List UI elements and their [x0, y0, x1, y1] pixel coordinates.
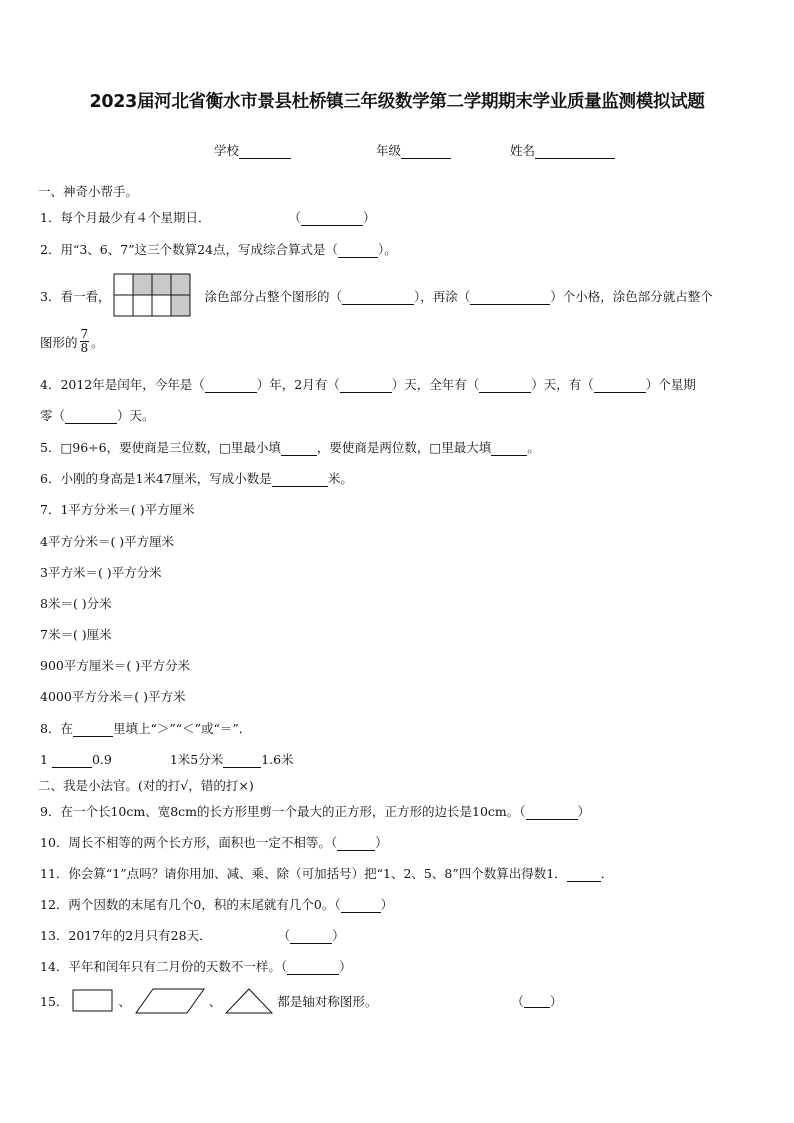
q15-separator-2: 、 [208, 994, 222, 1009]
q7-item-text: 8米＝( )分米 [40, 596, 112, 611]
question-7-item-1 [40, 500, 195, 518]
question-5 [40, 438, 540, 456]
q10-number: 10． [40, 835, 69, 850]
question-9 [40, 802, 590, 820]
q7-item-text: 4000平方分米＝( )平方米 [40, 689, 186, 704]
q4-f: 零（ [40, 408, 66, 423]
q1-paren-right: ） [362, 210, 376, 225]
q3-text-d: 图形的 [40, 334, 78, 350]
q11-answer-blank[interactable] [567, 869, 601, 882]
q4-e: ）个星期 [645, 377, 696, 392]
q8-number: 8． [40, 721, 61, 736]
q9-text: 在一个长10cm、宽8cm的长方形里剪一个最大的正方形，正方形的边长是10cm。（ [60, 804, 526, 819]
q3-lead: 看一看， [60, 289, 111, 304]
q3-fraction-numerator: 7 [80, 327, 89, 341]
q5-b: ，要使商是两位数，□里最大填 [316, 440, 492, 455]
question-6 [40, 469, 353, 487]
q7-number: 7． [40, 502, 61, 517]
q15-separator-1: 、 [118, 994, 131, 1009]
q13-answer-blank[interactable] [290, 931, 332, 944]
question-3-line2 [40, 328, 104, 355]
grid-cell-blank [133, 295, 152, 316]
q3-text-a: 涂色部分占整个图形的（ [204, 289, 342, 304]
page-title: 2023届河北省衡水市景县杜桥镇三年级数学第二学期期末学业质量监测模拟试题 [89, 92, 705, 112]
rectangle-shape-icon [72, 989, 114, 1013]
question-14 [40, 957, 352, 975]
q4-d: ）天，有（ [531, 377, 594, 392]
parallelogram-shape-icon [135, 988, 205, 1014]
q7-item-text: 4平方分米＝( )平方厘米 [40, 534, 175, 549]
q8-c1-left: 1 [40, 752, 48, 767]
q9-number: 9． [40, 804, 61, 819]
question-7-item-4 [40, 594, 112, 612]
q4-number: 4． [40, 377, 61, 392]
q13-number: 13． [40, 928, 69, 943]
q12-answer-blank[interactable] [341, 900, 381, 913]
question-8 [40, 719, 251, 737]
q4-blank-5[interactable] [65, 411, 117, 424]
q8-blank-sample [73, 724, 113, 737]
q5-number: 5． [40, 440, 61, 455]
q13-paren-left: （ [277, 928, 291, 943]
q2-answer-blank[interactable] [338, 245, 378, 258]
question-1 [40, 208, 376, 226]
q2-text-end: ）。 [378, 242, 397, 257]
name-field[interactable] [510, 141, 615, 159]
grid-cell-blank [114, 295, 133, 316]
q9-answer-blank[interactable] [526, 807, 578, 820]
q5-blank-2[interactable] [491, 443, 527, 456]
q1-text: 每个月最少有４个星期日． [60, 210, 211, 225]
q3-grid-figure [113, 273, 193, 317]
grade-field[interactable] [376, 141, 451, 159]
section-2-heading: 二、我是小法官。(对的打√，错的打×) [38, 778, 254, 793]
school-label: 学校 [214, 143, 240, 158]
q1-answer-blank[interactable] [301, 213, 363, 226]
question-7-item-5 [40, 625, 112, 643]
q4-a: 2012年是闰年，今年是（ [60, 377, 205, 392]
q4-blank-4[interactable] [594, 380, 646, 393]
q7-item-text: 900平方厘米＝( )平方分米 [40, 658, 191, 673]
question-4-line2 [40, 406, 155, 424]
q14-number: 14． [40, 959, 69, 974]
q14-end: ） [339, 959, 352, 974]
grid-cell-shaded [152, 274, 171, 295]
q3-text-b: ），再涂（ [413, 289, 471, 304]
section-1-heading: 一、神奇小帮手。 [38, 184, 139, 199]
q7-item-text: 3平方米＝( )平方分米 [40, 565, 162, 580]
q8-c2-right: 1.6米 [261, 752, 294, 767]
q7-item-text: 1平方分米＝( )平方厘米 [60, 502, 195, 517]
question-10 [40, 833, 388, 851]
q3-text-c: ）个小格，涂色部分就占整个 [550, 289, 713, 304]
q12-number: 12． [40, 897, 69, 912]
q13-text: 2017年的2月只有28天． [68, 928, 212, 943]
q15-text: 都是轴对称图形。 [277, 994, 378, 1009]
q5-c: 。 [527, 440, 540, 455]
grid-cell-shaded [133, 274, 152, 295]
q11-end: ． [600, 866, 614, 881]
q3-blank-1[interactable] [342, 292, 414, 305]
name-label: 姓名 [510, 143, 536, 158]
question-7-item-3 [40, 563, 162, 581]
q8-c2-left: 1米5分米 [169, 752, 224, 767]
q9-end: ） [577, 804, 591, 819]
q4-blank-2[interactable] [340, 380, 392, 393]
q4-b: ）年，2月有（ [256, 377, 340, 392]
q2-text: 用“3、6、7”这三个数算24点，写成综合算式是（ [60, 242, 338, 257]
q5-a: □96÷6，要使商是三位数，□里最小填 [60, 440, 281, 455]
q6-number: 6． [40, 471, 61, 486]
q4-g: ）天。 [117, 408, 155, 423]
question-8-compare [40, 750, 294, 768]
q4-c: ）天，全年有（ [391, 377, 480, 392]
question-13 [40, 926, 345, 944]
q15-paren-right: ） [549, 994, 563, 1009]
grade-blank[interactable] [401, 146, 451, 159]
q3-fraction-denominator: 8 [80, 341, 89, 355]
q8-c1-right: 0.9 [91, 752, 112, 767]
grade-label: 年级 [376, 143, 402, 158]
q1-number: 1． [40, 210, 61, 225]
q8-compare-blank-2[interactable] [223, 755, 261, 768]
name-blank[interactable] [535, 146, 615, 159]
question-7-item-6 [40, 656, 190, 674]
question-7-item-2 [40, 532, 174, 550]
q12-text: 两个因数的末尾有几个0，积的末尾就有几个0。（ [68, 897, 341, 912]
q4-blank-3[interactable] [479, 380, 531, 393]
q1-paren-left: （ [288, 210, 301, 225]
triangle-shape-icon [225, 988, 273, 1014]
q6-blank[interactable] [272, 474, 328, 487]
q6-a: 小刚的身高是1米47厘米，写成小数是 [60, 471, 272, 486]
q3-blank-2[interactable] [470, 292, 550, 305]
grid-cell-shaded [171, 295, 190, 316]
question-2 [40, 240, 397, 258]
q3-number: 3． [40, 289, 61, 304]
q11-text: 你会算“1”点吗？请你用加、减、乘、除（可加括号）把“1、2、5、8”四个数算出得数1． [68, 866, 567, 881]
q11-number: 11． [40, 866, 69, 881]
q15-paren-left: （ [511, 994, 524, 1009]
q8-b: 里填上“＞”“＜”或“＝”． [112, 721, 252, 736]
question-11 [40, 864, 613, 882]
school-blank[interactable] [239, 146, 291, 159]
q14-text: 平年和闰年只有二月份的天数不一样。（ [68, 959, 288, 974]
q12-end: ） [380, 897, 394, 912]
q15-answer-blank[interactable] [524, 995, 550, 1008]
q5-blank-1[interactable] [281, 443, 317, 456]
question-15 [40, 988, 562, 1014]
grid-cell-blank [114, 274, 133, 295]
q13-paren-right: ） [332, 928, 345, 943]
q7-item-text: 7米＝( )厘米 [40, 627, 112, 642]
q15-number: 15． [40, 994, 69, 1009]
question-4-line1 [40, 375, 696, 393]
q3-fraction [80, 328, 90, 355]
question-12 [40, 895, 393, 913]
grid-cell-shaded [171, 274, 190, 295]
q4-blank-1[interactable] [205, 380, 257, 393]
q8-a: 在 [60, 721, 73, 736]
grid-cell-blank [152, 295, 171, 316]
q2-number: 2． [40, 242, 61, 257]
question-7-item-7 [40, 687, 186, 705]
q6-b: 米。 [327, 471, 353, 486]
school-field[interactable] [214, 141, 291, 159]
q10-end: ） [375, 835, 388, 850]
q8-compare-blank-1[interactable] [52, 755, 92, 768]
q14-answer-blank[interactable] [287, 962, 339, 975]
q3-text-end: 。 [91, 334, 104, 350]
q10-answer-blank[interactable] [337, 838, 375, 851]
q10-text: 周长不相等的两个长方形，面积也一定不相等。（ [68, 835, 338, 850]
